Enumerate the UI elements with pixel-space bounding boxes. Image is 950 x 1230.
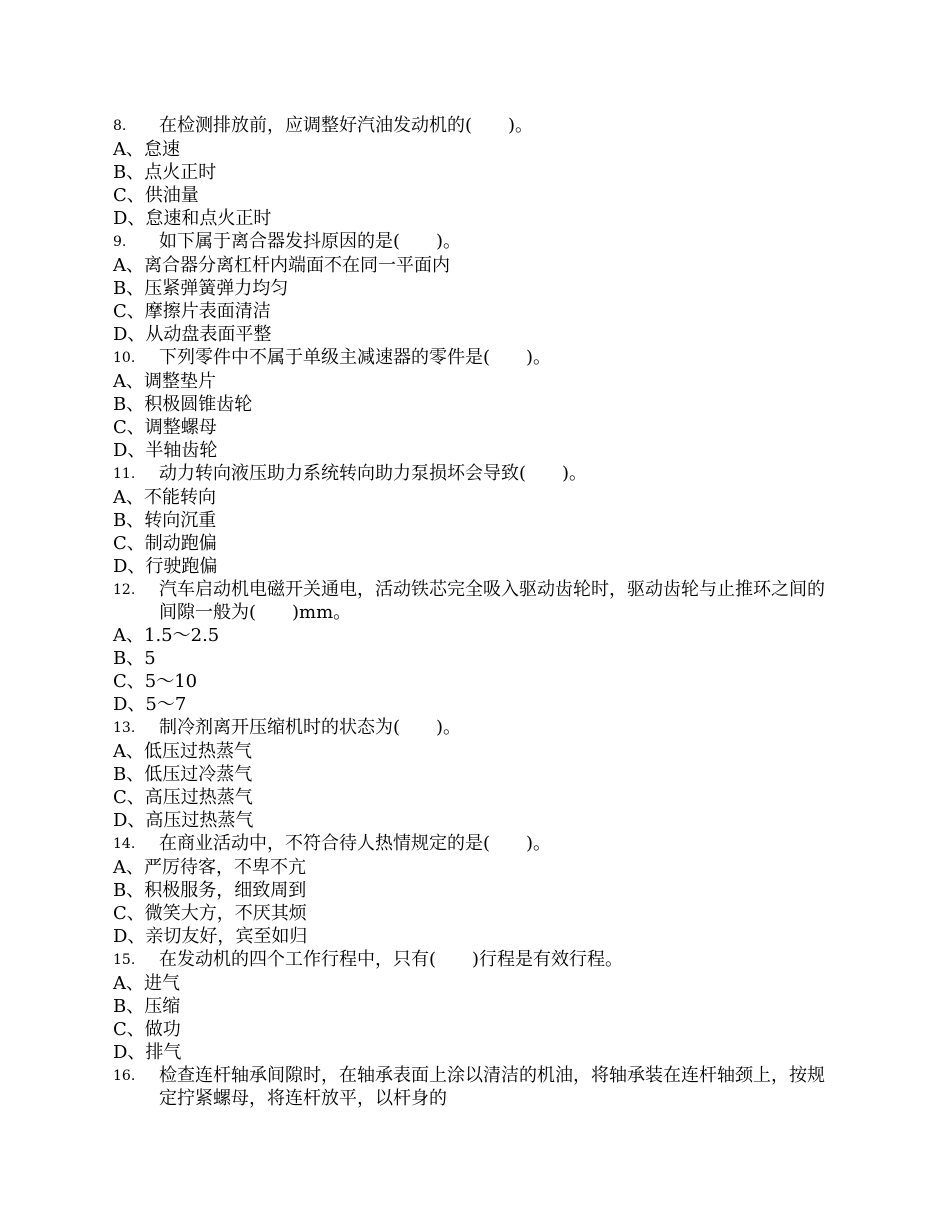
question-number: 13. bbox=[113, 720, 136, 736]
question-number: 10. bbox=[113, 350, 136, 366]
answer-option: B、积极服务，细致周到 bbox=[113, 880, 307, 901]
question-text: 下列零件中不属于单级主减速器的零件是( )。 bbox=[159, 347, 552, 368]
question-text: 在检测排放前，应调整好汽油发动机的( )。 bbox=[159, 115, 534, 136]
question-number: 16. bbox=[113, 1068, 136, 1084]
question-line bbox=[113, 230, 833, 254]
answer-option: A、离合器分离杠杆内端面不在同一平面内 bbox=[113, 255, 450, 276]
answer-option: A、进气 bbox=[113, 973, 180, 994]
question-block bbox=[113, 462, 833, 578]
answer-option: A、严厉待客，不卑不亢 bbox=[113, 857, 306, 878]
question-line bbox=[113, 832, 833, 856]
answer-option: B、点火正时 bbox=[113, 162, 217, 183]
answer-option: C、制动跑偏 bbox=[113, 533, 217, 554]
question-block bbox=[113, 948, 833, 1064]
answer-option: D、半轴齿轮 bbox=[113, 440, 218, 461]
answer-option: C、调整螺母 bbox=[113, 417, 217, 438]
question-block bbox=[113, 716, 833, 832]
answer-option: B、压紧弹簧弹力均匀 bbox=[113, 278, 289, 299]
answer-option: A、1.5～2.5 bbox=[113, 625, 220, 646]
answer-option: A、怠速 bbox=[113, 139, 180, 160]
answer-option: B、转向沉重 bbox=[113, 510, 217, 531]
answer-option: B、压缩 bbox=[113, 996, 181, 1017]
answer-option: B、低压过冷蒸气 bbox=[113, 764, 253, 785]
question-line bbox=[113, 948, 833, 972]
question-text: 动力转向液压助力系统转向助力泵损坏会导致( )。 bbox=[159, 463, 588, 484]
question-block bbox=[113, 114, 833, 230]
question-block bbox=[113, 832, 833, 948]
question-line bbox=[113, 462, 833, 486]
question-block bbox=[113, 578, 833, 716]
document-page bbox=[113, 114, 833, 1110]
answer-option: C、高压过热蒸气 bbox=[113, 787, 253, 808]
answer-option: D、排气 bbox=[113, 1042, 182, 1063]
question-text: 如下属于离合器发抖原因的是( )。 bbox=[159, 231, 462, 252]
question-line bbox=[113, 716, 833, 740]
answer-option: B、积极圆锥齿轮 bbox=[113, 394, 253, 415]
answer-option: A、低压过热蒸气 bbox=[113, 741, 252, 762]
question-line bbox=[113, 114, 833, 138]
answer-option: C、摩擦片表面清洁 bbox=[113, 301, 271, 322]
answer-option: D、从动盘表面平整 bbox=[113, 324, 272, 345]
answer-option: D、亲切友好，宾至如归 bbox=[113, 926, 308, 947]
question-text: 制冷剂离开压缩机时的状态为( )。 bbox=[159, 717, 462, 738]
question-number: 12. bbox=[113, 582, 136, 598]
answer-option: C、供油量 bbox=[113, 185, 199, 206]
answer-option: D、5～7 bbox=[113, 694, 187, 715]
answer-option: C、做功 bbox=[113, 1019, 181, 1040]
question-block bbox=[113, 230, 833, 346]
question-number: 8. bbox=[113, 118, 127, 134]
answer-option: D、高压过热蒸气 bbox=[113, 810, 254, 831]
answer-option: A、不能转向 bbox=[113, 487, 216, 508]
question-text: 在发动机的四个工作行程中，只有( )行程是有效行程。 bbox=[159, 949, 624, 970]
question-text: 在商业活动中，不符合待人热情规定的是( )。 bbox=[159, 833, 552, 854]
answer-option: C、5～10 bbox=[113, 671, 198, 692]
question-number: 9. bbox=[113, 234, 127, 250]
question-text: 检查连杆轴承间隙时，在轴承表面上涂以清洁的机油，将轴承装在连杆轴颈上，按规定拧紧螺母，将连杆放平，以杆身的 bbox=[159, 1065, 825, 1109]
question-block bbox=[113, 1064, 833, 1110]
question-line bbox=[113, 1064, 833, 1110]
question-text: 汽车启动机电磁开关通电，活动铁芯完全吸入驱动齿轮时，驱动齿轮与止推环之间的间隙一般为( )mm。 bbox=[159, 579, 825, 623]
answer-option: D、怠速和点火正时 bbox=[113, 208, 272, 229]
answer-option: B、5 bbox=[113, 648, 156, 669]
question-number: 11. bbox=[113, 466, 136, 482]
question-line bbox=[113, 346, 833, 370]
question-number: 14. bbox=[113, 836, 136, 852]
question-number: 15. bbox=[113, 952, 136, 968]
question-block bbox=[113, 346, 833, 462]
answer-option: A、调整垫片 bbox=[113, 371, 216, 392]
answer-option: C、微笑大方，不厌其烦 bbox=[113, 903, 307, 924]
answer-option: D、行驶跑偏 bbox=[113, 556, 218, 577]
question-line bbox=[113, 578, 833, 624]
